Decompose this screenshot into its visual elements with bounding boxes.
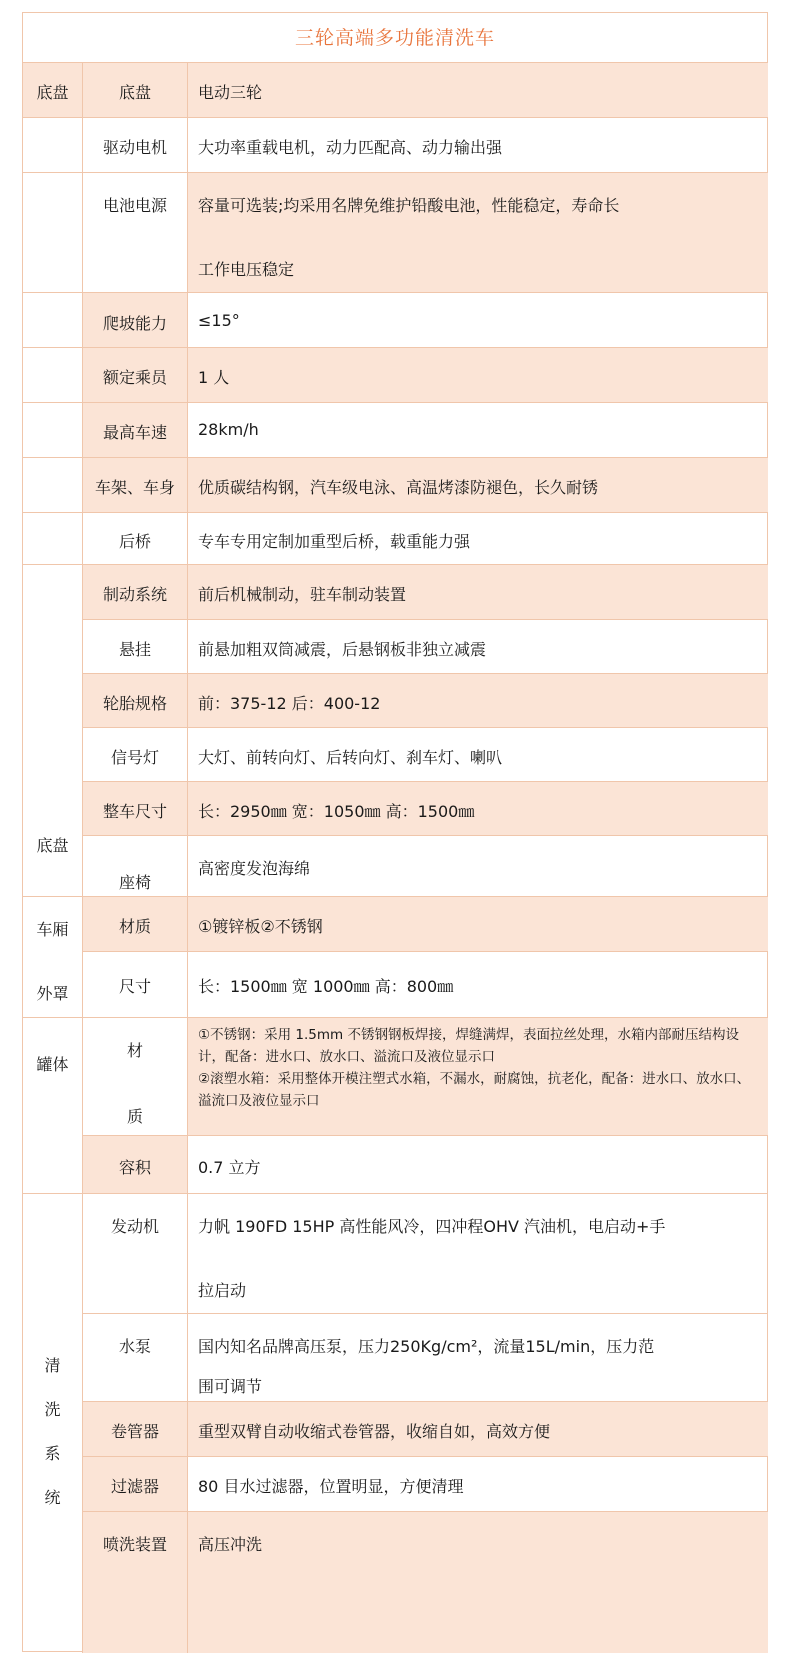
category-label: 车厢: [36, 920, 69, 939]
row-label: 悬挂: [118, 640, 151, 659]
category-label: 底盘: [36, 836, 69, 855]
category-blank-1: [23, 118, 83, 173]
row-value: 1 人: [198, 368, 230, 387]
row-value: 国内知名品牌高压泵，压力250Kg/cm²，流量15L/min，压力范: [198, 1337, 655, 1356]
row-value: 80 目水过滤器，位置明显，方便清理: [198, 1477, 464, 1496]
row-label: 喷洗装置: [102, 1535, 167, 1554]
row-label: 后桥: [118, 532, 151, 551]
row-value-cell: [188, 458, 768, 513]
row-label-cell: [83, 1512, 188, 1653]
row-label-cell: [83, 1402, 188, 1457]
row-label: 最高车速: [102, 423, 167, 442]
row-label-cell: [83, 728, 188, 782]
row-label-cell: [83, 836, 188, 897]
row-label-cell: [83, 293, 188, 348]
row-value-cell: [188, 63, 768, 118]
spec-table: [22, 12, 768, 1652]
row-label: 底盘: [118, 83, 151, 102]
row-value: ≤15°: [198, 311, 240, 330]
row-label: 信号灯: [110, 748, 159, 767]
row-label: 水泵: [118, 1337, 151, 1356]
row-label-cell: [83, 952, 188, 1018]
row-label-cell: [83, 63, 188, 118]
row-value: 28km/h: [198, 420, 259, 439]
row-label-cell: [83, 513, 188, 565]
row-label-cell: [83, 565, 188, 620]
row-label-cell: [83, 674, 188, 728]
row-value-cell: [188, 1402, 768, 1457]
table-title: 三轮高端多功能清洗车: [23, 13, 767, 63]
row-value-cell: [188, 565, 768, 620]
category-tank: [23, 1018, 83, 1194]
row-value-cell: [188, 1018, 768, 1136]
row-value-continued: 围可调节: [198, 1377, 263, 1396]
row-value: ①镀锌板②不锈钢: [198, 917, 323, 936]
row-label-cell: [83, 458, 188, 513]
row-label-cell: [83, 897, 188, 952]
row-value: 大功率重载电机，动力匹配高、动力输出强: [198, 138, 503, 157]
row-label: 材: [126, 1041, 143, 1060]
category-blank-4: [23, 348, 83, 403]
row-value-cell: [188, 728, 768, 782]
row-label: 座椅: [118, 873, 151, 892]
row-label: 整车尺寸: [102, 802, 167, 821]
row-label: 轮胎规格: [102, 694, 167, 713]
row-value-continued: 拉启动: [198, 1281, 247, 1300]
category-label: 系: [44, 1444, 61, 1463]
row-label-cell: [83, 118, 188, 173]
row-value: 长：1500㎜ 宽 1000㎜ 高：800㎜: [198, 977, 454, 996]
row-value-cell: [188, 1314, 768, 1402]
row-value-cell: [188, 1457, 768, 1512]
row-label: 驱动电机: [102, 138, 167, 157]
category-blank-2: [23, 173, 83, 293]
row-value: 电动三轮: [198, 83, 263, 102]
category-label: 统: [44, 1488, 61, 1507]
row-value-cell: [188, 1136, 768, 1194]
row-label-cell: [83, 403, 188, 458]
category-blank-5: [23, 403, 83, 458]
row-value-cell: [188, 403, 768, 458]
category-label: 清: [44, 1356, 61, 1375]
row-value-cell: [188, 897, 768, 952]
category-cleaning: [23, 1194, 83, 1653]
row-value-cell: [188, 674, 768, 728]
row-label: 过滤器: [110, 1477, 159, 1496]
row-value: 0.7 立方: [198, 1158, 261, 1177]
row-value-continued: ②滚塑水箱：采用整体开模注塑式水箱，不漏水，耐腐蚀，抗老化，配备：进水口、放水口、溢流口及液位显示口: [198, 1071, 751, 1109]
row-value: 重型双臂自动收缩式卷管器，收缩自如，高效方便: [198, 1422, 551, 1441]
row-label: 爬坡能力: [102, 314, 167, 333]
row-value: 优质碳结构钢，汽车级电泳、高温烤漆防褪色，长久耐锈: [198, 478, 599, 497]
row-label: 容积: [118, 1158, 151, 1177]
row-label: 卷管器: [110, 1422, 159, 1441]
row-value-cell: [188, 1194, 768, 1314]
row-label-continued: 质: [126, 1107, 143, 1126]
row-value-cell: [188, 348, 768, 403]
row-label-cell: [83, 782, 188, 836]
row-value-continued: 工作电压稳定: [198, 260, 295, 279]
row-value: 大灯、前转向灯、后转向灯、刹车灯、喇叭: [198, 748, 503, 767]
category-label: 底盘: [36, 83, 69, 102]
category-blank-6: [23, 458, 83, 513]
row-value-cell: [188, 836, 768, 897]
row-value-cell: [188, 620, 768, 674]
category-label: 洗: [44, 1400, 61, 1419]
row-value: 高压冲洗: [198, 1535, 263, 1554]
row-label: 电池电源: [102, 196, 167, 215]
category-blank-3: [23, 293, 83, 348]
row-value: 前：375-12 后：400-12: [198, 694, 381, 713]
row-value: 容量可选装;均采用名牌免维护铅酸电池，性能稳定，寿命长: [198, 196, 620, 215]
row-label-cell: [83, 1457, 188, 1512]
row-value: 力帆 190FD 15HP 高性能风冷，四冲程OHV 汽油机，电启动+手: [198, 1217, 666, 1236]
row-label: 发动机: [110, 1217, 159, 1236]
row-value: 前悬加粗双筒减震，后悬钢板非独立减震: [198, 640, 487, 659]
row-label: 尺寸: [118, 977, 151, 996]
row-value-cell: [188, 293, 768, 348]
row-value: 专车专用定制加重型后桥，载重能力强: [198, 532, 471, 551]
row-value: ①不锈钢：采用 1.5mm 不锈钢钢板焊接，焊缝满焊，表面拉丝处理，水箱内部耐压结构设计，配备：进水口、放水口、溢流口及液位显示口: [198, 1027, 739, 1065]
row-label-cell: [83, 1136, 188, 1194]
row-value-cell: [188, 1512, 768, 1653]
row-label: 额定乘员: [102, 368, 167, 387]
row-label: 制动系统: [102, 585, 167, 604]
row-label-cell: [83, 348, 188, 403]
row-label: 材质: [118, 917, 151, 936]
row-label-cell: [83, 1194, 188, 1314]
row-value-cell: [188, 173, 768, 293]
category-blank-7: [23, 513, 83, 565]
category-cabin: [23, 897, 83, 1018]
row-value-cell: [188, 118, 768, 173]
row-value: 前后机械制动，驻车制动装置: [198, 585, 407, 604]
row-value: 长：2950㎜ 宽：1050㎜ 高：1500㎜: [198, 802, 475, 821]
category-label: 外罩: [36, 984, 69, 1003]
category-chassis-bottom: [23, 565, 83, 897]
category-chassis-top: [23, 63, 83, 118]
row-value-cell: [188, 952, 768, 1018]
row-label-cell: [83, 620, 188, 674]
category-label: 罐体: [36, 1055, 69, 1074]
row-label: 车架、车身: [94, 478, 175, 497]
row-value: 高密度发泡海绵: [198, 859, 311, 878]
row-value-cell: [188, 782, 768, 836]
row-value-cell: [188, 513, 768, 565]
row-label-cell: [83, 1314, 188, 1402]
row-label-cell: [83, 173, 188, 293]
row-label-cell: [83, 1018, 188, 1136]
